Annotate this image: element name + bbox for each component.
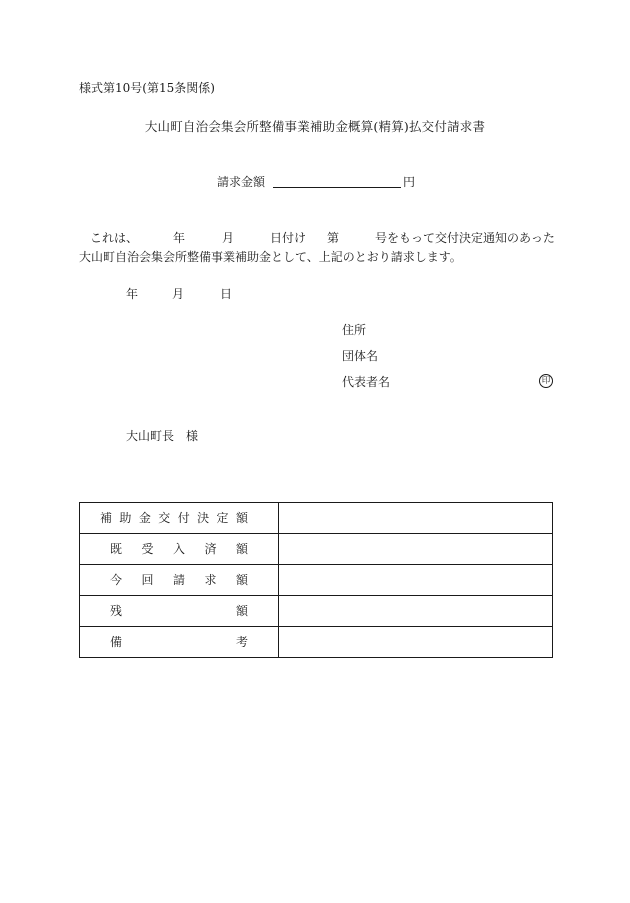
- date-year: 年: [126, 287, 139, 301]
- label-char: 備: [110, 635, 123, 649]
- amount-unit: 円: [403, 175, 416, 189]
- table-row: [80, 627, 553, 658]
- table-row: [80, 596, 553, 627]
- representative-label: 代表者名: [342, 375, 391, 389]
- body-day: 日付け: [270, 231, 307, 245]
- body-text-intro: これは、: [90, 231, 139, 245]
- label-char: 求: [204, 573, 217, 587]
- table-row: [80, 534, 553, 565]
- label-char: 金: [138, 511, 151, 525]
- row-label: [80, 596, 279, 627]
- addressee: 大山町長 様: [126, 429, 199, 443]
- label-char: 交: [158, 511, 171, 525]
- label-char: 定: [216, 511, 229, 525]
- row-value-cell[interactable]: [279, 565, 553, 596]
- table-row: [80, 565, 553, 596]
- document-title: 大山町自治会集会所整備事業補助金概算(精算)払交付請求書: [144, 119, 486, 134]
- label-char: 入: [172, 542, 185, 556]
- body-number-prefix: 第: [327, 231, 340, 245]
- label-char: 考: [235, 635, 248, 649]
- label-char: 受: [141, 542, 154, 556]
- group-name-label: 団体名: [342, 349, 379, 363]
- label-char: 回: [141, 573, 154, 587]
- row-value-cell[interactable]: [279, 534, 553, 565]
- form-number: 様式第10号(第15条関係): [79, 81, 215, 95]
- subsidy-summary-table: [79, 502, 553, 658]
- label-char: 残: [110, 604, 123, 618]
- body-text-notice: 号をもって交付決定通知のあった: [375, 231, 555, 245]
- label-chars: [110, 543, 248, 555]
- row-value-cell[interactable]: [279, 627, 553, 658]
- label-char: 既: [110, 542, 123, 556]
- amount-input-line[interactable]: [273, 187, 401, 188]
- label-char: 補: [100, 511, 113, 525]
- date-month: 月: [172, 287, 185, 301]
- amount-label: 請求金額: [217, 175, 266, 189]
- label-chars: [110, 636, 248, 648]
- label-char: 決: [197, 511, 210, 525]
- body-year: 年: [173, 231, 186, 245]
- address-label: 住所: [342, 323, 367, 337]
- body-line-2: 大山町自治会集会所整備事業補助金として、上記のとおり請求します。: [79, 250, 462, 264]
- row-value-cell[interactable]: [279, 503, 553, 534]
- seal-mark: 印: [539, 374, 553, 388]
- label-char: 額: [235, 604, 248, 618]
- label-char: 済: [204, 542, 217, 556]
- row-label: [80, 534, 279, 565]
- table-row: [80, 503, 553, 534]
- row-label: [80, 503, 279, 534]
- label-char: 額: [235, 573, 248, 587]
- row-label: [80, 627, 279, 658]
- label-char: 付: [177, 511, 190, 525]
- row-value-cell[interactable]: [279, 596, 553, 627]
- date-day: 日: [220, 287, 233, 301]
- label-char: 請: [172, 573, 185, 587]
- label-chars: [110, 605, 248, 617]
- body-month: 月: [222, 231, 235, 245]
- row-label: [80, 565, 279, 596]
- label-chars: [100, 512, 248, 524]
- label-char: 今: [110, 573, 123, 587]
- label-char: 額: [235, 542, 248, 556]
- label-char: 助: [119, 511, 132, 525]
- label-chars: [110, 574, 248, 586]
- label-char: 額: [235, 511, 248, 525]
